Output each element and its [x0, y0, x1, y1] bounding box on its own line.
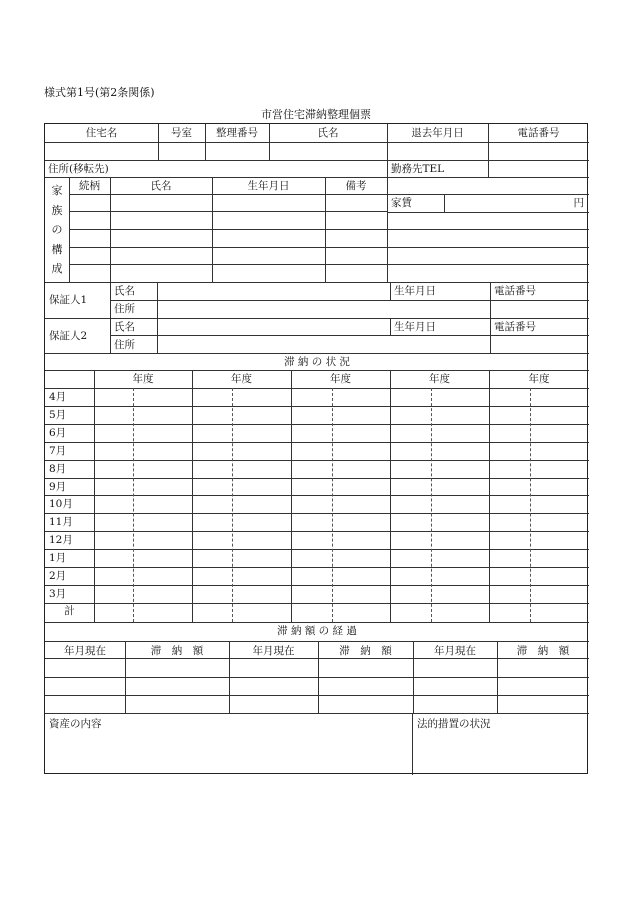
rent-label: 家賃 [391, 197, 412, 209]
guarantor-address-field[interactable] [157, 301, 490, 317]
header-value-cell[interactable] [387, 143, 488, 159]
guarantor-name-field[interactable] [157, 319, 390, 335]
guarantor-phone-label: 電話番号 [494, 285, 536, 297]
fiscal-year-column-line [94, 370, 95, 622]
month-split-line [133, 388, 134, 622]
month-row-line [45, 460, 589, 461]
month-split-line [530, 388, 531, 622]
family-section-char: 構 [51, 242, 63, 256]
fiscal-year-header: 年度 [330, 373, 351, 385]
address-label: 住所(移転先) [48, 163, 109, 175]
month-label: 4月 [49, 391, 67, 403]
arrears-total-line [45, 622, 589, 623]
arrears-amount-header: 滞 納 額 [150, 645, 204, 657]
guarantor-column-line [490, 282, 491, 300]
fiscal-year-header: 年度 [429, 373, 450, 385]
month-split-line [332, 388, 333, 622]
arrears-status-title: 滞 納 の 状 況 [284, 356, 350, 368]
file-no-header: 整理番号 [216, 127, 258, 139]
fiscal-year-header: 年度 [231, 373, 252, 385]
guarantor-address-label: 住所 [114, 339, 135, 351]
month-label: 5月 [49, 408, 67, 421]
family-header-line [45, 177, 589, 178]
form-number-label: 様式第1号(第2条関係) [44, 86, 155, 99]
month-label: 2月 [49, 570, 67, 582]
workplace-tel-field[interactable] [488, 161, 589, 176]
guarantor-column-line [490, 318, 491, 335]
move-out-date-header: 退去年月日 [411, 127, 464, 139]
notes-row-line [387, 264, 589, 265]
fiscal-year-column-line [291, 370, 292, 622]
guarantor-column-line [390, 282, 391, 300]
guarantor-birth-date-label: 生年月日 [394, 285, 436, 297]
month-label: 7月 [49, 444, 67, 457]
history-row-line [45, 695, 589, 696]
arrears-title-line [45, 370, 589, 371]
name-header: 氏名 [317, 127, 339, 139]
rent-row-line [387, 212, 589, 213]
month-label: 1月 [49, 552, 67, 565]
month-row-line [45, 513, 589, 514]
month-row-line [45, 406, 589, 407]
history-header-line [45, 658, 589, 659]
fiscal-year-header: 年度 [528, 373, 550, 385]
rent-amount-field[interactable] [444, 195, 564, 211]
guarantor-bottom-line [45, 353, 589, 354]
rent-unit: 円 [573, 197, 584, 209]
arrears-total-label: 計 [64, 605, 75, 617]
arrears-history-title: 滞 納 額 の 経 過 [277, 625, 357, 637]
assets-field[interactable] [45, 731, 412, 774]
guarantor-column-line [490, 300, 491, 318]
guarantor-address-field[interactable] [157, 337, 490, 353]
month-row-line [45, 549, 589, 550]
family-relation-header: 続柄 [79, 180, 100, 192]
month-row-line [45, 478, 589, 479]
family-row-line [69, 264, 387, 265]
family-section-char: 家 [51, 184, 63, 197]
legal-measures-label: 法的措置の状況 [417, 718, 491, 730]
notes-row-line [387, 247, 589, 248]
guarantor-name-label: 氏名 [114, 321, 135, 333]
month-row-line [45, 585, 589, 586]
notes-row-line [387, 229, 589, 230]
arrears-amount-header: 滞 納 額 [339, 645, 392, 657]
family-row-line [69, 247, 387, 248]
form-title: 市営住宅滞納整理個票 [261, 108, 371, 121]
as-of-date-header: 年月現在 [64, 645, 106, 657]
guarantor-row-line [110, 335, 589, 336]
family-notes-header: 備考 [345, 180, 367, 192]
header-value-cell[interactable] [488, 143, 589, 159]
header-value-cell[interactable] [158, 143, 205, 159]
phone-header: 電話番号 [517, 127, 560, 139]
arrears-amount-header: 滞 納 額 [516, 645, 570, 657]
month-row-line [45, 495, 589, 496]
history-bottom-line [45, 713, 589, 714]
assets-label: 資産の内容 [49, 718, 102, 730]
guarantor-column-line [110, 282, 111, 353]
family-section-char: の [51, 223, 63, 236]
month-label: 10月 [49, 498, 73, 511]
workplace-tel-label: 勤務先TEL [391, 163, 445, 175]
month-row-line [45, 442, 589, 443]
family-row-line [69, 194, 387, 195]
history-title-line [45, 641, 589, 642]
guarantor-name-label: 氏名 [114, 285, 135, 297]
fiscal-year-column-line [489, 370, 490, 622]
as-of-date-header: 年月現在 [434, 645, 476, 657]
month-label: 8月 [49, 462, 67, 475]
month-label: 3月 [49, 587, 67, 600]
history-row-line [45, 677, 589, 678]
month-label: 9月 [49, 480, 67, 493]
month-label: 6月 [49, 426, 67, 439]
fiscal-year-column-line [192, 370, 193, 622]
room-no-header: 号室 [171, 127, 192, 139]
header-value-cell[interactable] [269, 143, 387, 159]
guarantor-address-label: 住所 [114, 303, 135, 315]
family-row-line [69, 229, 387, 230]
guarantor-column-line [390, 318, 391, 335]
legal-measures-field[interactable] [412, 731, 589, 774]
month-row-line [45, 567, 589, 568]
guarantor-name-field[interactable] [157, 283, 390, 299]
month-row-line [45, 424, 589, 425]
month-split-line [431, 388, 432, 622]
header-value-cell[interactable] [205, 143, 269, 159]
family-section-char: 成 [51, 262, 63, 275]
month-row-line [45, 531, 589, 532]
guarantor-phone-label: 電話番号 [494, 321, 536, 333]
family-birth-date-header: 生年月日 [247, 180, 290, 192]
family-section-char: 族 [51, 203, 63, 217]
as-of-date-header: 年月現在 [252, 645, 295, 657]
family-name-header: 氏名 [150, 180, 172, 192]
month-label: 12月 [49, 534, 73, 547]
arrears-header-line [45, 388, 589, 389]
month-label: 11月 [49, 516, 73, 529]
month-split-line [232, 388, 233, 622]
guarantor-birth-date-label: 生年月日 [394, 321, 436, 333]
guarantor-label: 保証人1 [49, 294, 88, 306]
fiscal-year-column-line [390, 370, 391, 622]
fiscal-year-header: 年度 [132, 373, 154, 385]
header-value-cell[interactable] [45, 143, 158, 159]
family-row-line [69, 211, 387, 212]
month-row-line [45, 603, 589, 604]
guarantor-column-line [490, 335, 491, 353]
guarantor-label: 保証人2 [49, 330, 88, 342]
housing-name-header: 住宅名 [85, 127, 118, 139]
arrears-record-sheet [44, 123, 588, 774]
